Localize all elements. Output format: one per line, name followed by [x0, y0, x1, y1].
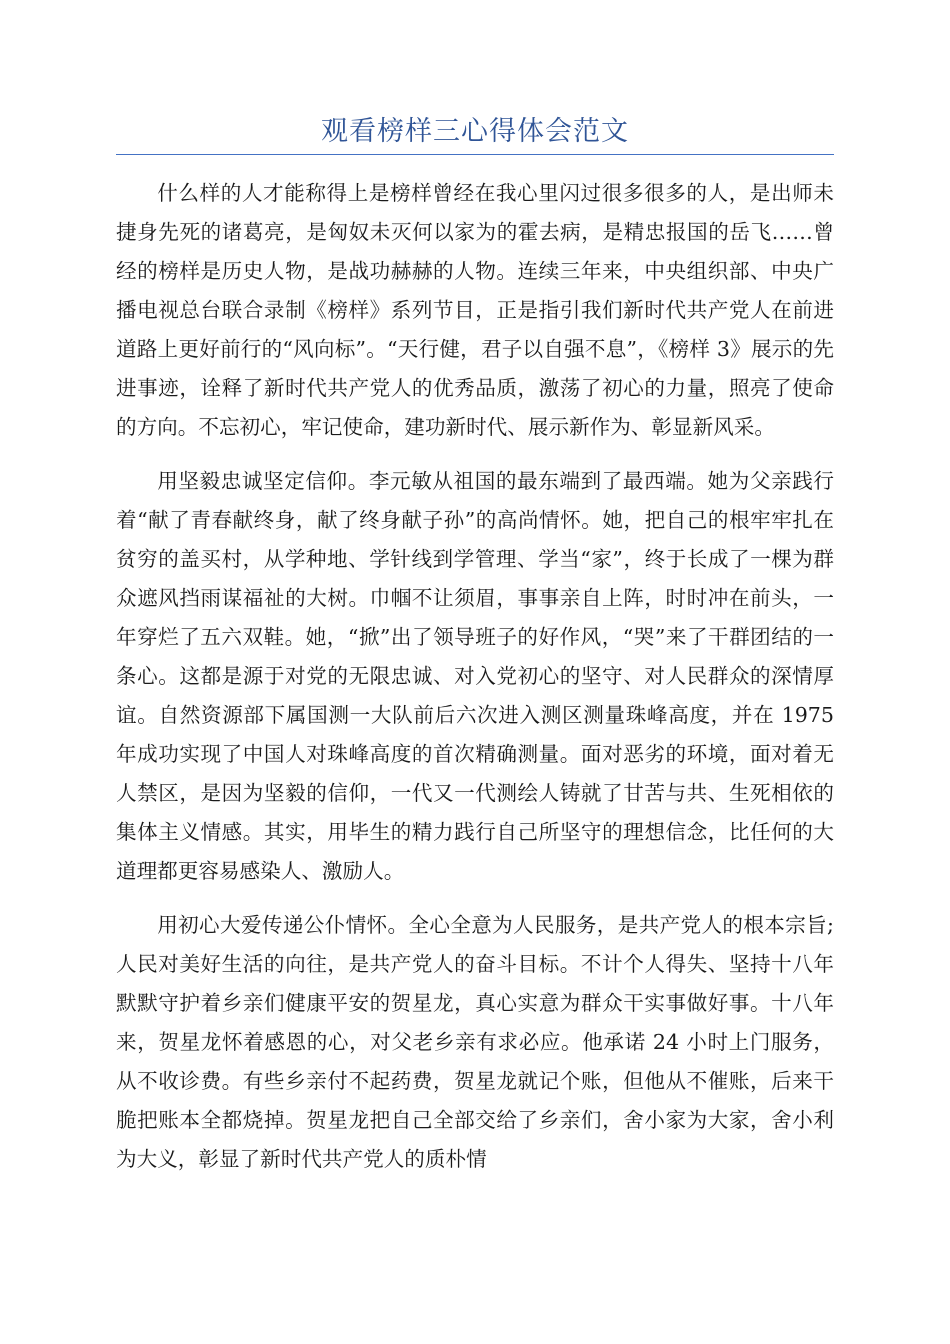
- paragraph-1: 什么样的人才能称得上是榜样曾经在我心里闪过很多很多的人，是出师未捷身先死的诸葛亮，是匈奴未灭何以家为的霍去病，是精忠报国的岳飞……曾经的榜样是历史人物，是战功赫赫的人物。连续三年来，中央组织部、中央广播电视总台联合录制《榜样》系列节目，正是指引我们新时代共产党人在前进道路上更好前行的“风向标”。“天行健，君子以自强不息”，《榜样 3》展示的先进事迹，诠释了新时代共产党人的优秀品质，激荡了初心的力量，照亮了使命的方向。不忘初心，牢记使命，建功新时代、展示新作为、彰显新风采。: [116, 181, 834, 439]
- document-title: 观看榜样三心得体会范文: [321, 116, 629, 147]
- paragraph-3: 用初心大爱传递公仆情怀。全心全意为人民服务，是共产党人的根本宗旨;人民对美好生活的向往，是共产党人的奋斗目标。不计个人得失、坚持十八年默默守护着乡亲们健康平安的贺星龙，真心实意为群众干实事做好事。十八年来，贺星龙怀着感恩的心，对父老乡亲有求必应。他承诺 24 小时上门服务，从不收诊费。有些乡亲付不起药费，贺星龙就记个账，但他从不催账，后来干脆把账本全都烧掉。贺星龙把自己全部交给了乡亲们，舍小家为大家，舍小利为大义，彰显了新时代共产党人的质朴情: [116, 913, 834, 1171]
- document-body: [116, 174, 834, 1194]
- paragraph-2: 用坚毅忠诚坚定信仰。李元敏从祖国的最东端到了最西端。她为父亲践行着“献了青春献终身，献了终身献子孙”的高尚情怀。她，把自己的根牢牢扎在贫穷的盖买村，从学种地、学针线到学管理、学当“家”，终于长成了一棵为群众遮风挡雨谋福祉的大树。巾帼不让须眉，事事亲自上阵，时时冲在前头，一年穿烂了五六双鞋。她，“掀”出了领导班子的好作风，“哭”来了干群团结的一条心。这都是源于对党的无限忠诚、对入党初心的坚守、对人民群众的深情厚谊。自然资源部下属国测一大队前后六次进入测区测量珠峰高度，并在 1975 年成功实现了中国人对珠峰高度的首次精确测量。面对恶劣的环境，面对着无人禁区，是因为坚毅的信仰，一代又一代测绘人铸就了甘苦与共、生死相依的集体主义情感。其实，用毕生的精力践行自己所坚守的理想信念，比任何的大道理都更容易感染人、激励人。: [116, 469, 834, 883]
- title-underline: [116, 154, 834, 155]
